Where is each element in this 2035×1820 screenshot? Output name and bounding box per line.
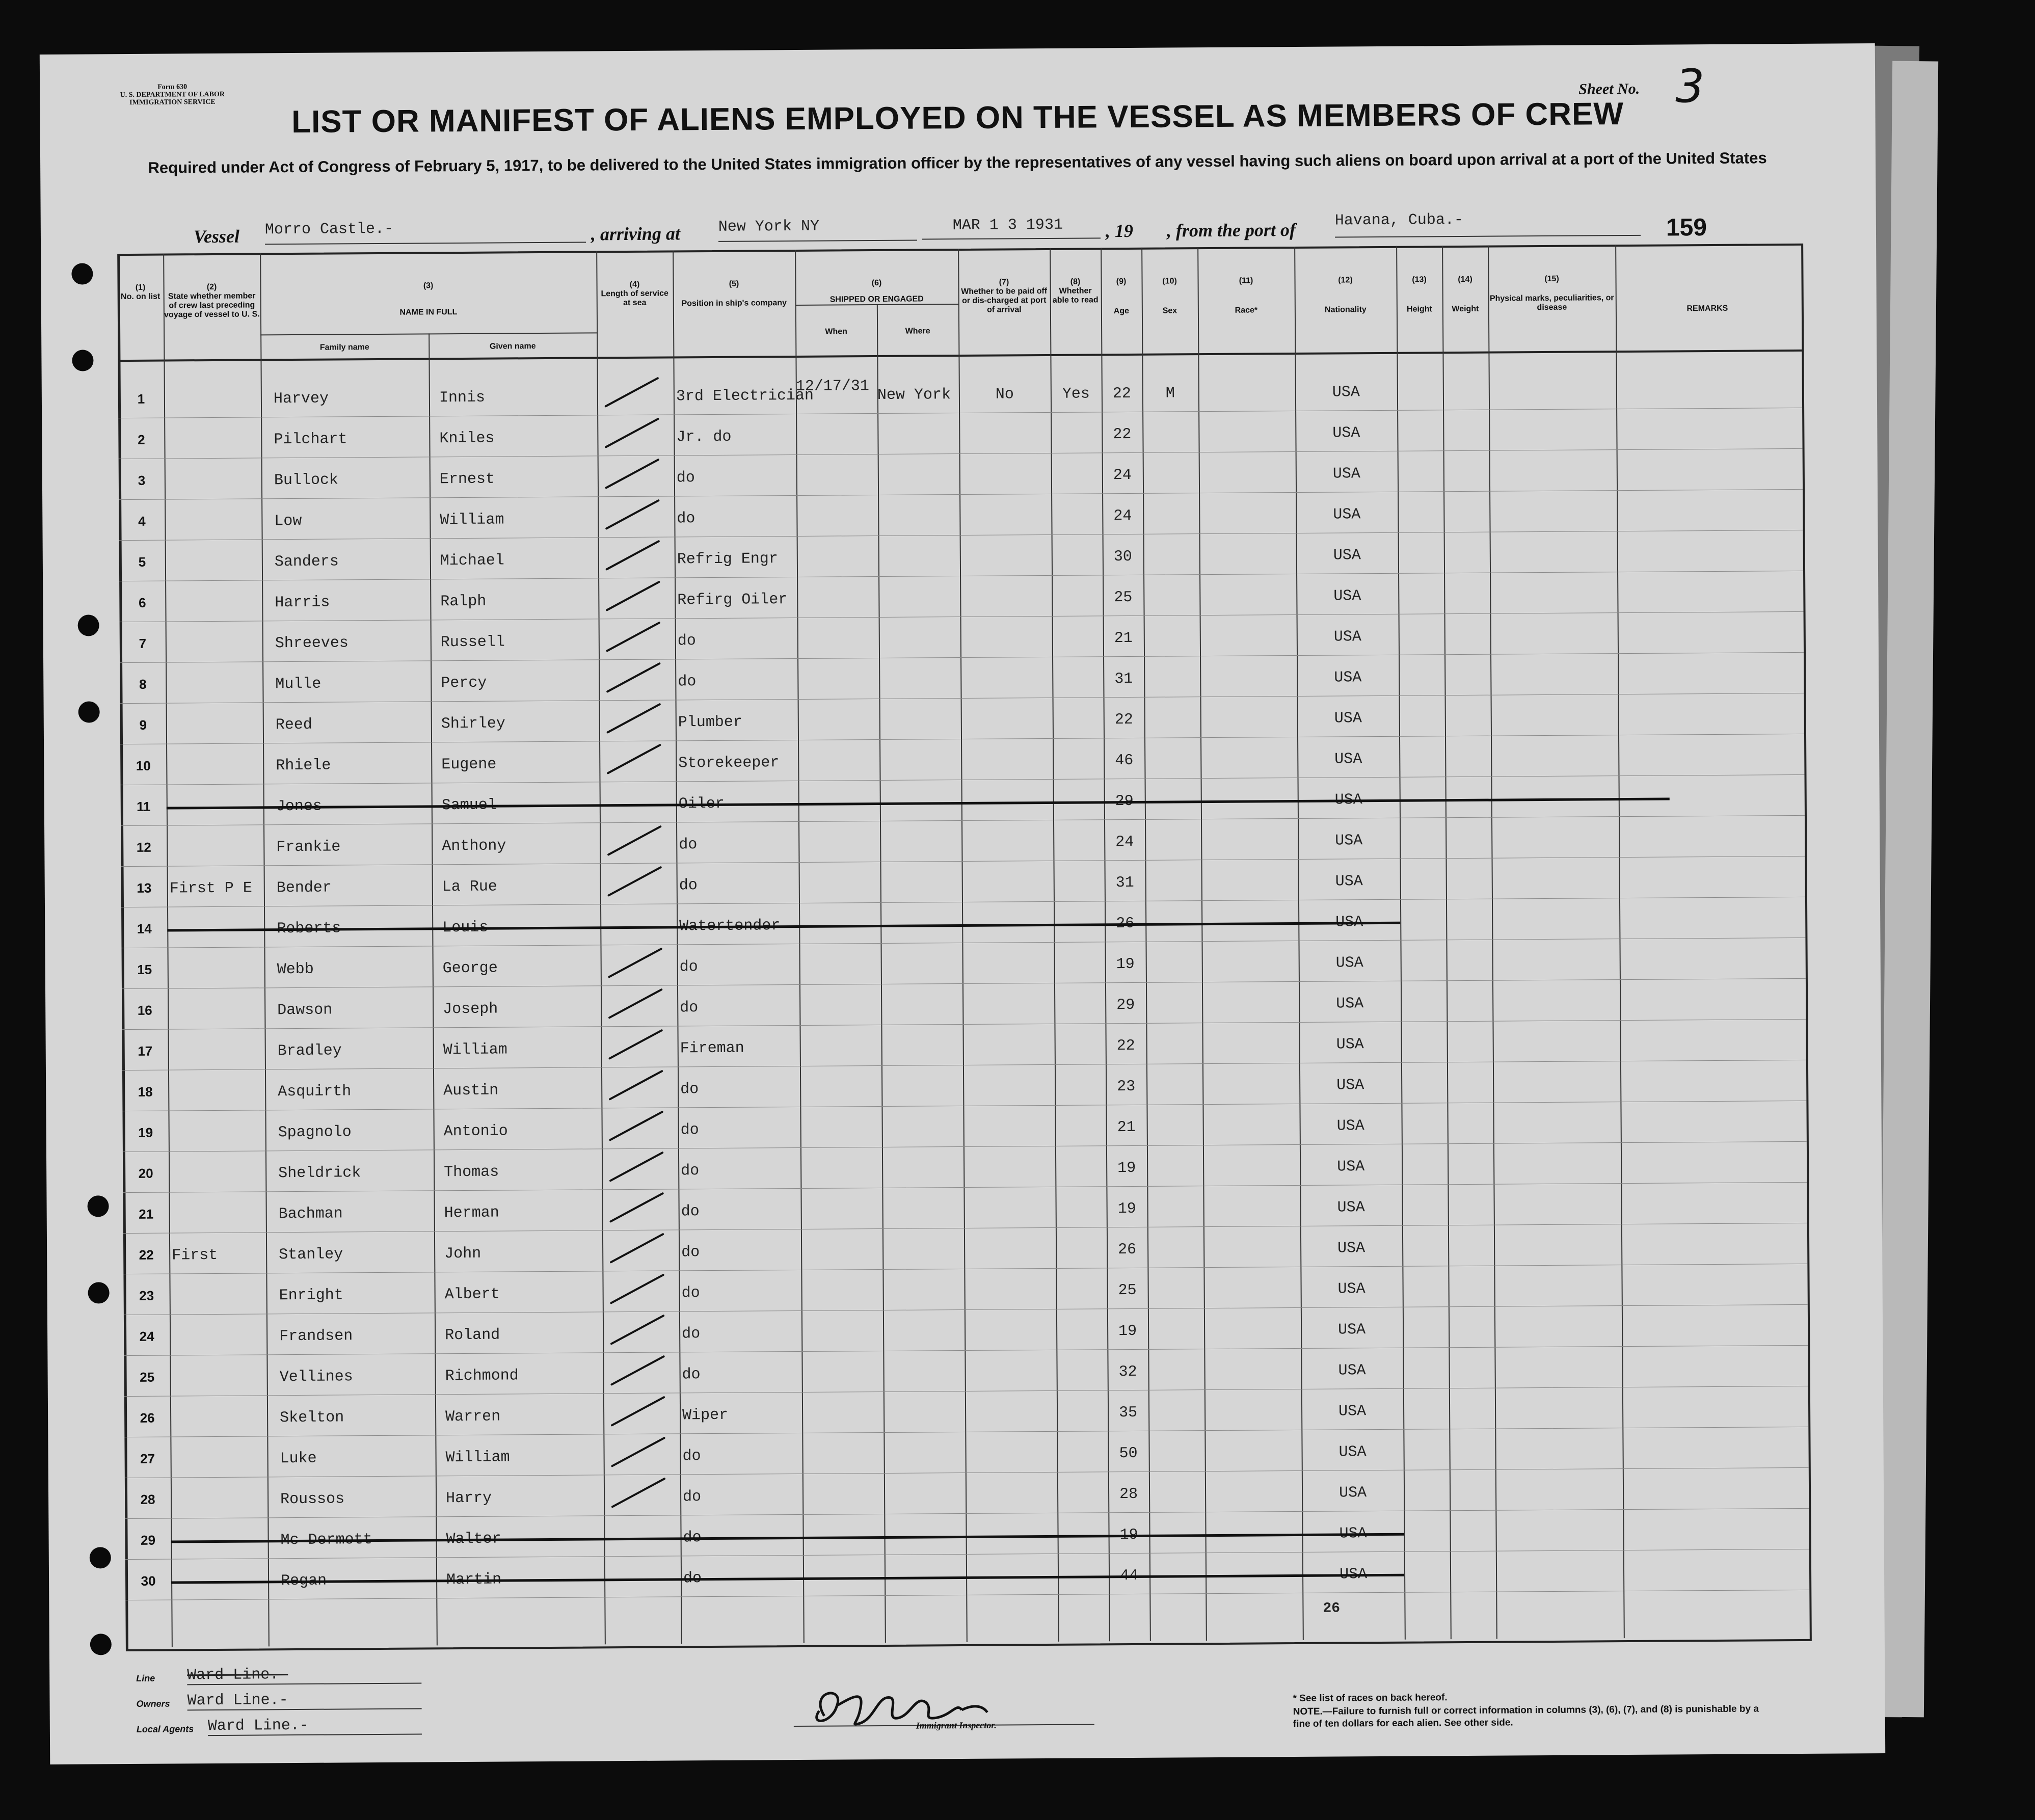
nationality: USA [1335,954,1363,972]
family-name: Bachman [278,1205,343,1223]
nationality: USA [1333,587,1361,605]
sheet-number: 3 [1675,60,1705,114]
family-name: Rhiele [276,757,331,775]
row-number: 2 [138,432,145,447]
form-header [109,83,236,107]
position: Refrig Engr [677,550,779,569]
given-name: William [443,1041,507,1059]
age: 21 [1117,1118,1136,1137]
position: do [677,632,696,650]
given-name: Ernest [439,470,495,489]
given-name: John [444,1245,481,1263]
family-name: Bender [276,879,332,897]
row-number: 6 [139,595,146,610]
row-number: 28 [140,1491,155,1507]
position: Storekeeper [678,754,780,772]
row-number: 12 [136,839,151,855]
age: 24 [1113,507,1132,525]
family-name: Reed [275,716,312,734]
row-number: 10 [136,758,151,773]
given-name: Ralph [440,593,487,611]
position: Fireman [680,1039,744,1058]
col5-header: (5) Position in ship's company [681,279,787,308]
position: 3rd Electrician [676,387,814,406]
page-subtitle: Required under Act of Congress of February 5, 1917, to be delivered to the United States immigration officer by the representatives of any vessel having such aliens on board upon arrival at a port of the United States [148,149,1767,177]
page-title: LIST OR MANIFEST OF ALIENS EMPLOYED ON THE VESSEL AS MEMBERS OF CREW [291,96,1624,140]
given-name: Innis [439,389,486,407]
manifest-sheet [40,43,1885,1764]
given-name: Thomas [444,1163,499,1182]
position: do [676,469,695,487]
nationality: USA [1336,1077,1364,1094]
vessel-name: Morro Castle.- [265,219,586,245]
family-name: Roussos [280,1490,345,1509]
sheet-label: Sheet No. [1578,80,1640,98]
row-number: 15 [137,961,152,977]
row-number: 29 [141,1532,156,1548]
row-number: 22 [139,1247,154,1263]
position: Refirg Oiler [677,591,788,609]
given-name: Shirley [441,715,505,733]
nationality: USA [1337,1240,1365,1257]
nationality: USA [1335,832,1363,850]
age: 30 [1113,548,1132,566]
family-name: Bradley [277,1042,342,1060]
age: 19 [1118,1322,1137,1341]
punch-hole [90,1634,112,1655]
position: do [682,1366,701,1384]
punch-hole [72,350,93,371]
age: 29 [1116,996,1135,1014]
row-number: 27 [140,1451,155,1466]
row-number: 16 [137,1002,152,1018]
nationality: USA [1337,1280,1365,1298]
punch-hole [71,263,93,284]
position: do [680,1081,699,1099]
nationality: USA [1337,1199,1365,1217]
age: 22 [1113,425,1132,444]
nationality: USA [1335,873,1363,891]
arrival-date-stamp: MAR 1 3 1931 [922,216,1101,239]
tally-mark: 26 [1323,1600,1341,1617]
given-name: Albert [444,1286,500,1304]
family-name: Frandsen [279,1327,353,1346]
nationality: USA [1337,1158,1365,1176]
nationality: USA [1334,669,1362,687]
vessel-label: Vessel [193,226,240,247]
sex: M [1165,385,1175,403]
given-name: Eugene [441,756,497,774]
nationality: USA [1338,1362,1366,1380]
inspector-label: Immigrant Inspector. [916,1720,997,1731]
row-number: 23 [139,1288,154,1303]
position: do [677,510,695,528]
family-name: Dawson [277,1001,333,1020]
nationality: USA [1332,465,1360,483]
row-number: 13 [137,880,152,896]
col6-header: (6) SHIPPED OR ENGAGED [829,278,924,304]
row-number: 8 [139,676,147,692]
position: do [679,836,698,854]
age: 24 [1113,466,1132,485]
nationality: USA [1336,995,1364,1013]
col14-header: (14) Weight [1452,275,1479,314]
position: do [680,999,699,1017]
row-number: 3 [138,472,146,488]
family-name: Harvey [273,390,329,408]
owners-value: Ward Line.- [187,1691,421,1711]
row-number: 18 [138,1084,153,1100]
arrival-port: New York NY [718,218,917,242]
position: do [678,673,697,691]
position: do [681,1284,700,1302]
departure-port: Havana, Cuba.- [1335,210,1641,238]
nationality: USA [1336,1036,1364,1054]
footnote-races: * See list of races on back hereof. [1293,1692,1448,1704]
family-name: Enright [279,1287,343,1305]
position: do [681,1203,700,1221]
owners-label: Owners [136,1698,170,1709]
age: 25 [1118,1281,1137,1300]
nationality: USA [1338,1443,1367,1461]
able-to-read: Yes [1062,385,1090,403]
family-name: Luke [280,1450,317,1468]
given-name: William [445,1449,510,1467]
punch-hole [87,1195,109,1217]
row-number: 21 [139,1206,154,1222]
nationality: USA [1332,424,1360,442]
given-name: Kniles [439,430,495,448]
age: 31 [1114,670,1133,688]
nationality: USA [1333,628,1361,646]
given-name: Warren [445,1408,501,1426]
given-name: George [442,959,498,978]
crew-table [117,244,1812,1651]
family-name: Sheldrick [278,1164,361,1183]
form-number: Form 630 [157,83,188,91]
col15-header: (15) Physical marks, peculiarities, or disease [1489,274,1614,312]
agents-label: Local Agents [136,1724,194,1734]
family-name: Skelton [280,1409,344,1427]
age: 28 [1119,1485,1138,1504]
age: 22 [1112,385,1131,403]
age: 31 [1115,874,1134,892]
row-number: 9 [139,717,147,733]
age: 25 [1114,588,1133,607]
position: Wiper [682,1406,729,1425]
age: 35 [1118,1404,1138,1422]
col12-header: (12) Nationality [1324,276,1367,314]
remarks-header: REMARKS [1686,304,1728,313]
previous-voyage: First P E [169,879,252,898]
age: 19 [1117,1159,1136,1177]
previous-voyage: First [172,1246,218,1265]
row-number: 5 [138,554,146,570]
family-name: Webb [277,960,314,979]
family-name: Harris [275,594,330,612]
age: 21 [1114,629,1133,648]
given-name: Russell [440,633,505,652]
year-label: , 19 [1105,220,1134,242]
punch-hole [78,614,99,636]
given-name-header: Given name [489,342,536,351]
nationality: USA [1339,1525,1367,1543]
family-name: Pilchart [274,431,347,449]
age: 46 [1115,752,1134,770]
given-name: Joseph [443,1000,498,1019]
position: do [682,1448,701,1465]
family-name-header: Family name [319,343,369,352]
footnote-penalty: NOTE.—Failure to furnish full or correct information in columns (3), (6), (7), and (8) is punishable by a fine of ten dollars for each alien. See other side. [1293,1703,1759,1730]
nationality: USA [1334,710,1362,728]
col8-header: (8) Whether able to read [1052,277,1099,305]
from-label: , from the port of [1166,219,1296,241]
shipped-when: 12/17/31 [795,378,869,395]
age: 22 [1116,1037,1135,1055]
nationality: USA [1334,751,1362,768]
agents-value: Ward Line.- [208,1717,422,1736]
row-number: 1 [137,391,145,407]
col11-header: (11) Race* [1235,276,1258,315]
nationality: USA [1339,1566,1368,1584]
age: 22 [1114,711,1133,729]
given-name: La Rue [442,878,497,896]
paid-off: No [995,386,1014,404]
row-number: 24 [139,1328,154,1344]
family-name: Bullock [274,471,339,490]
position: Plumber [678,713,742,732]
given-name: Harry [446,1489,492,1508]
row-number: 20 [138,1165,153,1181]
col2-header: (2) State whether member of crew last preceding voyage of vessel to U. S. [164,282,260,319]
row-number: 17 [138,1043,153,1059]
punch-hole [88,1282,110,1303]
given-name: Richmond [445,1367,519,1385]
col1-header: (1) No. on list [120,283,160,302]
age: 19 [1117,1200,1136,1218]
given-name: Austin [443,1082,499,1100]
nationality: USA [1333,547,1361,565]
family-name: Spagnolo [278,1123,352,1142]
nationality: USA [1338,1403,1367,1421]
column-lines [40,43,1875,55]
col13-header: (13) Height [1406,275,1432,314]
position: do [679,958,698,976]
position: Jr. do [676,428,732,446]
given-name: Antonio [443,1122,508,1141]
position: do [682,1325,701,1343]
nationality: USA [1338,1321,1366,1339]
when-header: When [825,327,847,336]
nationality: USA [1335,914,1363,931]
nationality: USA [1338,1484,1367,1502]
age: 26 [1118,1241,1137,1259]
punch-hole [78,701,100,722]
position: do [681,1244,700,1262]
row-number: 4 [138,513,146,529]
family-name: Frankie [276,838,341,857]
where-header: Where [905,327,930,336]
age: 23 [1117,1078,1136,1096]
age: 50 [1119,1444,1138,1463]
age: 32 [1118,1363,1137,1381]
shipped-where: New York [877,386,951,405]
family-name: Low [274,512,302,530]
punch-hole [90,1547,111,1568]
family-name: Asquirth [278,1083,352,1101]
row-number: 19 [138,1125,153,1140]
position: do [680,1121,699,1139]
row-number: 30 [141,1573,156,1589]
nationality: USA [1333,506,1361,524]
family-name: Stanley [279,1246,343,1264]
family-name: Vellines [279,1368,353,1386]
col10-header: (10) Sex [1162,277,1177,315]
row-number: 26 [140,1410,155,1426]
col4-header: (4) Length of service at sea [601,280,668,308]
given-name: William [440,511,504,529]
col9-header: (9) Age [1113,277,1130,316]
given-name: Herman [444,1204,499,1222]
age: 24 [1115,833,1134,851]
family-name: Sanders [274,553,339,571]
row-number: 14 [137,921,152,936]
family-name: Shreeves [275,634,349,653]
row-number: 7 [139,635,147,651]
row-number: 25 [140,1369,155,1385]
given-name: Anthony [442,837,506,855]
position: do [681,1162,700,1180]
row-number: 11 [136,798,151,814]
family-name: Mulle [275,675,322,693]
line-value: Ward Line.- [187,1666,421,1685]
service-name: IMMIGRATION SERVICE [129,98,216,106]
line-label: Line [136,1673,155,1683]
nationality: USA [1332,384,1360,402]
arriving-label: , arriving at [591,223,681,245]
given-name: Michael [440,552,505,570]
page-number: 159 [1666,214,1707,242]
age: 19 [1116,955,1135,974]
position: do [679,877,698,895]
position: do [682,1488,702,1506]
col3-header: (3) NAME IN FULL [399,281,458,317]
col7-header: (7) Whether to be paid off or dis-charged at port of arrival [961,278,1048,314]
nationality: USA [1336,1117,1364,1135]
department-name: U. S. DEPARTMENT OF LABOR [120,90,225,99]
given-name: Roland [445,1326,500,1345]
given-name: Percy [441,674,487,692]
